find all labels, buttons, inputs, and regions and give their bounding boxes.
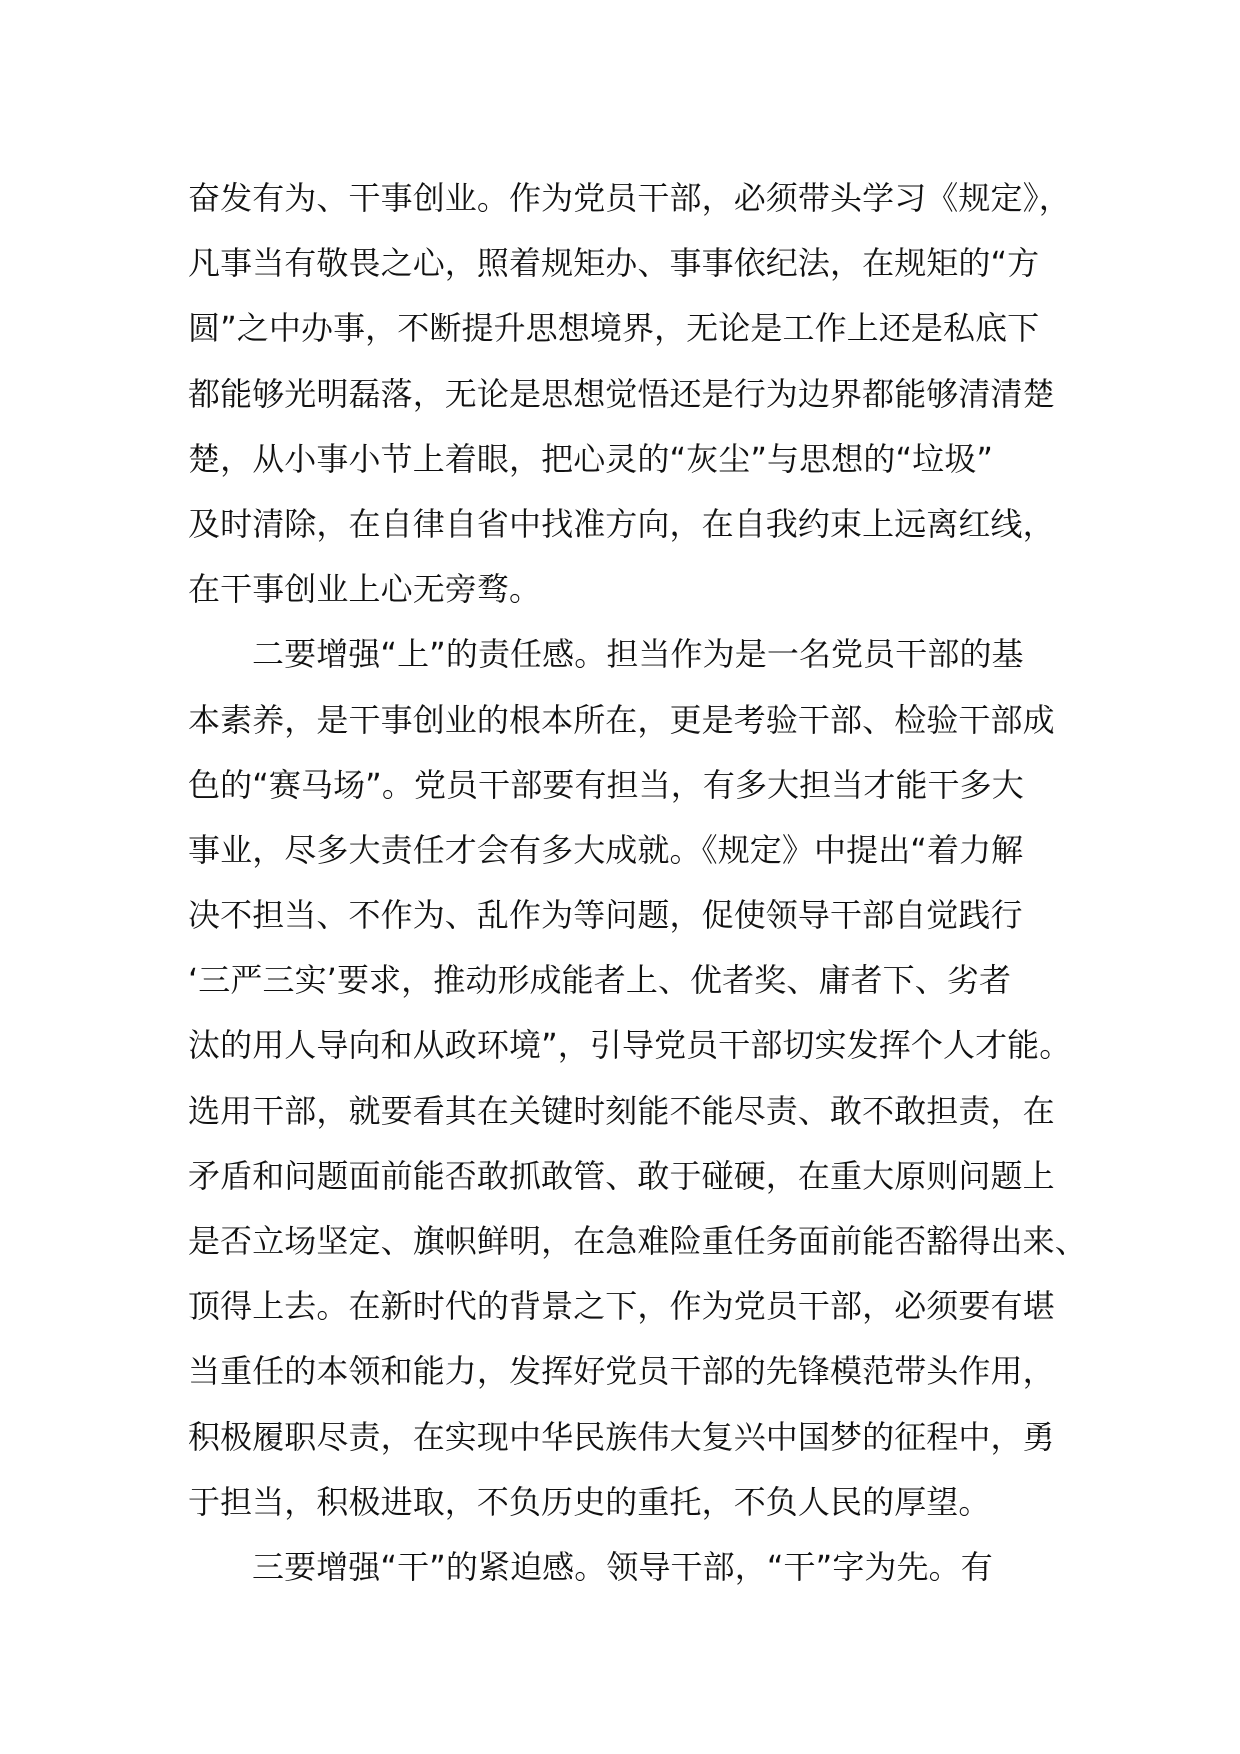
text-line: 都能够光明磊落，无论是思想觉悟还是行为边界都能够清清楚 (188, 374, 1055, 413)
text-line: 当重任的本领和能力，发挥好党员干部的先锋模范带头作用， (188, 1352, 1055, 1391)
text-line: 汰的用人导向和从政环境”，引导党员干部切实发挥个人才能。 (188, 1026, 1072, 1065)
text-line: 矛盾和问题面前能否敢抓敢管、敢于碰硬，在重大原则问题上 (188, 1156, 1055, 1195)
text-line: 楚，从小事小节上着眼，把心灵的“灰尘”与思想的“垃圾” (188, 439, 994, 478)
text-line: 凡事当有敬畏之心，照着规矩办、事事依纪法，在规矩的“方 (188, 244, 1040, 283)
text-line: 在干事创业上心无旁骛。 (188, 570, 542, 609)
text-line: 是否立场坚定、旗帜鲜明，在急难险重任务面前能否豁得出来、 (188, 1222, 1087, 1260)
text-line: 顶得上去。在新时代的背景之下，作为党员干部，必须要有堪 (188, 1287, 1055, 1326)
text-line: 于担当，积极进取，不负历史的重托，不负人民的厚望。 (188, 1482, 991, 1521)
text-line: 圆”之中办事，不断提升思想境界，无论是工作上还是私底下 (188, 309, 1040, 348)
text-line: 选用干部，就要看其在关键时刻能不能尽责、敢不敢担责，在 (188, 1091, 1055, 1130)
text-line: 事业，尽多大责任才会有多大成就。《规定》中提出“着力解 (188, 830, 1024, 869)
text-line: ‘三严三实’要求，推动形成能者上、优者奖、庸者下、劣者 (188, 961, 1012, 1000)
text-line: 色的“赛马场”。党员干部要有担当，有多大担当才能干多大 (188, 765, 1024, 804)
text-line: 积极履职尽责，在实现中华民族伟大复兴中国梦的征程中，勇 (188, 1417, 1055, 1456)
paragraph-start-line: 三要增强“干”的紧迫感。领导干部，“干”字为先。有 (252, 1547, 993, 1586)
text-line: 本素养，是干事创业的根本所在，更是考验干部、检验干部成 (188, 700, 1055, 739)
text-line: 奋发有为、干事创业。作为党员干部，必须带头学习《规定》， (188, 179, 1071, 217)
text-line: 及时清除，在自律自省中找准方向，在自我约束上远离红线， (188, 504, 1055, 543)
paragraph-start-line: 二要增强“上”的责任感。担当作为是一名党员干部的基 (252, 635, 1024, 674)
body-text (188, 166, 1087, 1600)
text-line: 决不担当、不作为、乱作为等问题，促使领导干部自觉践行 (188, 896, 1023, 935)
